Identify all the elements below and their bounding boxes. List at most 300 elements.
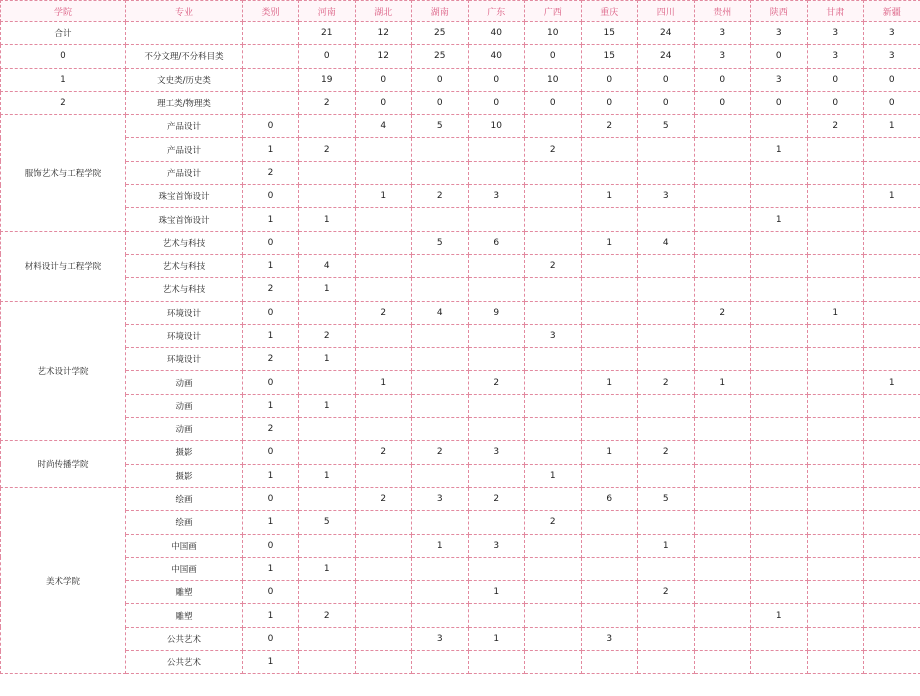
category-cell: 2 (243, 348, 299, 371)
value-cell (581, 581, 638, 604)
value-cell (525, 348, 582, 371)
value-cell (694, 534, 751, 557)
value-cell: 2 (581, 115, 638, 138)
value-cell: 4 (355, 115, 412, 138)
value-cell (638, 394, 695, 417)
value-cell (751, 394, 808, 417)
value-cell (581, 348, 638, 371)
value-cell (751, 511, 808, 534)
value-cell: 25 (412, 22, 469, 45)
value-cell (638, 161, 695, 184)
value-cell (694, 138, 751, 161)
value-cell (299, 487, 356, 510)
category-cell: 0 (243, 231, 299, 254)
major-cell (126, 22, 243, 45)
value-cell: 2 (355, 441, 412, 464)
value-cell: 2 (299, 604, 356, 627)
value-cell: 1 (751, 604, 808, 627)
value-cell (638, 138, 695, 161)
major-cell: 雕塑 (126, 604, 243, 627)
category-cell: 2 (243, 278, 299, 301)
value-cell (751, 185, 808, 208)
value-cell: 2 (355, 487, 412, 510)
value-cell: 0 (638, 91, 695, 114)
value-cell: 1 (468, 581, 525, 604)
value-cell: 2 (694, 301, 751, 324)
value-cell (864, 208, 920, 231)
value-cell: 1 (299, 348, 356, 371)
value-cell: 1 (581, 185, 638, 208)
value-cell (355, 418, 412, 441)
value-cell (412, 161, 469, 184)
value-cell (807, 604, 864, 627)
value-cell (807, 627, 864, 650)
value-cell: 1 (581, 371, 638, 394)
value-cell (807, 557, 864, 580)
value-cell (412, 254, 469, 277)
value-cell: 10 (468, 115, 525, 138)
value-cell: 1 (525, 464, 582, 487)
value-cell (864, 487, 920, 510)
value-cell: 0 (807, 68, 864, 91)
value-cell (864, 627, 920, 650)
value-cell (412, 208, 469, 231)
value-cell: 0 (412, 91, 469, 114)
table-row (1, 487, 920, 510)
value-cell (751, 301, 808, 324)
value-cell (412, 418, 469, 441)
major-cell: 动画 (126, 394, 243, 417)
header-province: 湖北 (355, 1, 412, 22)
value-cell (355, 581, 412, 604)
value-cell: 1 (299, 557, 356, 580)
category-cell (243, 68, 299, 91)
table-row (1, 185, 920, 208)
value-cell: 1 (864, 185, 920, 208)
value-cell: 0 (525, 91, 582, 114)
value-cell (864, 161, 920, 184)
value-cell: 1 (751, 138, 808, 161)
value-cell (581, 278, 638, 301)
value-cell: 1 (751, 208, 808, 231)
value-cell (355, 464, 412, 487)
value-cell: 5 (412, 231, 469, 254)
value-cell: 0 (299, 45, 356, 68)
value-cell (694, 115, 751, 138)
major-cell: 绘画 (126, 511, 243, 534)
value-cell (355, 208, 412, 231)
value-cell (807, 441, 864, 464)
value-cell (638, 278, 695, 301)
value-cell (638, 208, 695, 231)
college-cell: 合计 (1, 22, 126, 45)
major-cell: 珠宝首饰设计 (126, 208, 243, 231)
table-row (1, 301, 920, 324)
category-cell: 0 (243, 441, 299, 464)
value-cell: 3 (468, 534, 525, 557)
value-cell (751, 418, 808, 441)
value-cell (694, 324, 751, 347)
value-cell: 4 (299, 254, 356, 277)
value-cell: 12 (355, 45, 412, 68)
value-cell (355, 324, 412, 347)
header-province: 贵州 (694, 1, 751, 22)
value-cell (864, 394, 920, 417)
value-cell: 10 (525, 22, 582, 45)
value-cell (694, 185, 751, 208)
category-cell: 0 (243, 301, 299, 324)
value-cell (355, 557, 412, 580)
category-cell: 1 (243, 604, 299, 627)
value-cell (751, 115, 808, 138)
value-cell: 0 (751, 45, 808, 68)
value-cell (468, 464, 525, 487)
value-cell: 10 (525, 68, 582, 91)
value-cell (807, 324, 864, 347)
value-cell (525, 278, 582, 301)
value-cell: 0 (468, 68, 525, 91)
value-cell (807, 185, 864, 208)
value-cell (694, 278, 751, 301)
value-cell: 2 (638, 371, 695, 394)
value-cell: 0 (355, 68, 412, 91)
value-cell (525, 371, 582, 394)
value-cell (525, 487, 582, 510)
value-cell: 2 (355, 301, 412, 324)
value-cell (751, 441, 808, 464)
table-row (1, 115, 920, 138)
value-cell (355, 161, 412, 184)
value-cell (864, 301, 920, 324)
value-cell: 6 (581, 487, 638, 510)
value-cell (807, 534, 864, 557)
major-cell: 理工类/物理类 (126, 91, 243, 114)
value-cell: 19 (299, 68, 356, 91)
value-cell: 5 (638, 487, 695, 510)
value-cell (581, 418, 638, 441)
value-cell (355, 534, 412, 557)
value-cell: 5 (412, 115, 469, 138)
value-cell: 1 (864, 371, 920, 394)
header-province: 甘肃 (807, 1, 864, 22)
value-cell (581, 464, 638, 487)
major-cell: 艺术与科技 (126, 278, 243, 301)
value-cell: 0 (807, 91, 864, 114)
value-cell: 1 (694, 371, 751, 394)
table-row (1, 371, 920, 394)
value-cell: 15 (581, 45, 638, 68)
value-cell (525, 418, 582, 441)
value-cell: 2 (468, 371, 525, 394)
value-cell (412, 557, 469, 580)
value-cell (864, 511, 920, 534)
table-row (1, 324, 920, 347)
value-cell (864, 254, 920, 277)
value-cell (468, 604, 525, 627)
value-cell (468, 418, 525, 441)
header-province: 河南 (299, 1, 356, 22)
value-cell (299, 651, 356, 674)
value-cell (807, 511, 864, 534)
value-cell (299, 581, 356, 604)
value-cell (864, 324, 920, 347)
value-cell (468, 511, 525, 534)
value-cell (355, 651, 412, 674)
value-cell (525, 301, 582, 324)
major-cell: 公共艺术 (126, 651, 243, 674)
value-cell (807, 418, 864, 441)
table-row (1, 557, 920, 580)
category-cell: 0 (243, 185, 299, 208)
value-cell (355, 278, 412, 301)
value-cell (468, 138, 525, 161)
value-cell (355, 348, 412, 371)
table-row (1, 534, 920, 557)
value-cell (468, 254, 525, 277)
header-college: 学院 (1, 1, 126, 22)
summary-row (1, 22, 920, 45)
value-cell (807, 371, 864, 394)
value-cell: 2 (412, 185, 469, 208)
value-cell (807, 231, 864, 254)
value-cell: 25 (412, 45, 469, 68)
header-province: 重庆 (581, 1, 638, 22)
value-cell (299, 371, 356, 394)
value-cell (468, 348, 525, 371)
value-cell (751, 161, 808, 184)
value-cell: 0 (581, 68, 638, 91)
value-cell: 3 (751, 68, 808, 91)
category-cell: 1 (243, 394, 299, 417)
value-cell: 3 (468, 441, 525, 464)
value-cell: 0 (694, 68, 751, 91)
value-cell: 6 (468, 231, 525, 254)
value-cell (412, 371, 469, 394)
value-cell: 2 (299, 91, 356, 114)
value-cell (525, 161, 582, 184)
category-cell: 0 (243, 115, 299, 138)
value-cell (638, 324, 695, 347)
college-cell: 0 (1, 45, 126, 68)
value-cell (468, 324, 525, 347)
value-cell (581, 138, 638, 161)
value-cell: 1 (299, 464, 356, 487)
value-cell: 1 (864, 115, 920, 138)
value-cell (525, 441, 582, 464)
value-cell (581, 161, 638, 184)
value-cell (525, 604, 582, 627)
value-cell (581, 394, 638, 417)
major-cell: 不分文理/不分科目类 (126, 45, 243, 68)
major-cell: 珠宝首饰设计 (126, 185, 243, 208)
value-cell (864, 651, 920, 674)
major-cell: 环境设计 (126, 324, 243, 347)
value-cell (807, 651, 864, 674)
value-cell: 3 (694, 22, 751, 45)
value-cell (864, 138, 920, 161)
value-cell: 1 (299, 394, 356, 417)
value-cell (694, 348, 751, 371)
table-row (1, 418, 920, 441)
value-cell: 24 (638, 22, 695, 45)
value-cell (638, 557, 695, 580)
value-cell: 4 (412, 301, 469, 324)
value-cell: 0 (468, 91, 525, 114)
value-cell (581, 651, 638, 674)
value-cell (412, 604, 469, 627)
value-cell: 3 (525, 324, 582, 347)
value-cell (638, 651, 695, 674)
value-cell (751, 581, 808, 604)
value-cell (468, 208, 525, 231)
value-cell (694, 557, 751, 580)
major-cell: 艺术与科技 (126, 254, 243, 277)
value-cell (807, 254, 864, 277)
value-cell (864, 604, 920, 627)
major-cell: 环境设计 (126, 301, 243, 324)
value-cell (525, 185, 582, 208)
category-cell: 1 (243, 464, 299, 487)
table-row (1, 651, 920, 674)
value-cell (581, 557, 638, 580)
value-cell (694, 394, 751, 417)
value-cell: 1 (299, 208, 356, 231)
major-cell: 环境设计 (126, 348, 243, 371)
value-cell (694, 464, 751, 487)
value-cell (864, 581, 920, 604)
value-cell (694, 441, 751, 464)
value-cell (694, 208, 751, 231)
value-cell: 1 (355, 371, 412, 394)
value-cell: 3 (864, 45, 920, 68)
table-row (1, 254, 920, 277)
major-cell: 产品设计 (126, 138, 243, 161)
category-cell: 1 (243, 208, 299, 231)
value-cell: 3 (412, 627, 469, 650)
value-cell (355, 511, 412, 534)
value-cell (864, 348, 920, 371)
value-cell (694, 651, 751, 674)
value-cell (638, 254, 695, 277)
value-cell (751, 324, 808, 347)
value-cell (807, 208, 864, 231)
value-cell: 0 (864, 68, 920, 91)
value-cell: 1 (299, 278, 356, 301)
value-cell (807, 487, 864, 510)
value-cell (694, 254, 751, 277)
value-cell: 9 (468, 301, 525, 324)
category-cell: 1 (243, 511, 299, 534)
category-cell: 0 (243, 534, 299, 557)
value-cell: 1 (807, 301, 864, 324)
header-province: 新疆 (864, 1, 920, 22)
category-cell: 0 (243, 487, 299, 510)
value-cell (581, 511, 638, 534)
value-cell (638, 604, 695, 627)
value-cell: 5 (638, 115, 695, 138)
value-cell (525, 534, 582, 557)
category-cell: 1 (243, 254, 299, 277)
value-cell (807, 581, 864, 604)
major-cell: 产品设计 (126, 161, 243, 184)
value-cell (864, 231, 920, 254)
value-cell (299, 231, 356, 254)
value-cell (355, 254, 412, 277)
value-cell: 0 (751, 91, 808, 114)
value-cell (299, 301, 356, 324)
value-cell (525, 651, 582, 674)
value-cell (807, 394, 864, 417)
major-cell: 中国画 (126, 557, 243, 580)
value-cell (694, 627, 751, 650)
value-cell (525, 208, 582, 231)
value-cell: 2 (299, 324, 356, 347)
value-cell: 1 (468, 627, 525, 650)
category-cell: 0 (243, 627, 299, 650)
category-cell: 2 (243, 161, 299, 184)
table-row (1, 604, 920, 627)
value-cell (355, 394, 412, 417)
value-cell (751, 464, 808, 487)
value-cell (581, 254, 638, 277)
value-cell (694, 231, 751, 254)
summary-row (1, 91, 920, 114)
value-cell (638, 418, 695, 441)
value-cell: 2 (412, 441, 469, 464)
header-province: 广西 (525, 1, 582, 22)
value-cell (581, 208, 638, 231)
value-cell: 0 (694, 91, 751, 114)
college-cell: 2 (1, 91, 126, 114)
table-row (1, 138, 920, 161)
category-cell (243, 91, 299, 114)
value-cell: 0 (412, 68, 469, 91)
value-cell: 1 (581, 231, 638, 254)
value-cell (468, 394, 525, 417)
major-cell: 中国画 (126, 534, 243, 557)
college-cell: 美术学院 (1, 487, 126, 673)
value-cell (355, 627, 412, 650)
value-cell (412, 394, 469, 417)
value-cell (751, 371, 808, 394)
value-cell (638, 511, 695, 534)
value-cell: 2 (525, 254, 582, 277)
category-cell (243, 22, 299, 45)
value-cell: 2 (638, 441, 695, 464)
value-cell: 24 (638, 45, 695, 68)
major-cell: 绘画 (126, 487, 243, 510)
header-major: 专业 (126, 1, 243, 22)
value-cell: 3 (468, 185, 525, 208)
value-cell (751, 651, 808, 674)
value-cell (694, 418, 751, 441)
value-cell (525, 557, 582, 580)
value-cell (412, 324, 469, 347)
category-cell: 1 (243, 651, 299, 674)
value-cell (412, 348, 469, 371)
value-cell: 3 (412, 487, 469, 510)
value-cell: 0 (355, 91, 412, 114)
category-cell: 1 (243, 557, 299, 580)
value-cell: 1 (581, 441, 638, 464)
value-cell (864, 557, 920, 580)
value-cell (412, 651, 469, 674)
value-cell: 1 (355, 185, 412, 208)
table-row (1, 394, 920, 417)
value-cell: 4 (638, 231, 695, 254)
summary-row (1, 68, 920, 91)
value-cell: 2 (468, 487, 525, 510)
